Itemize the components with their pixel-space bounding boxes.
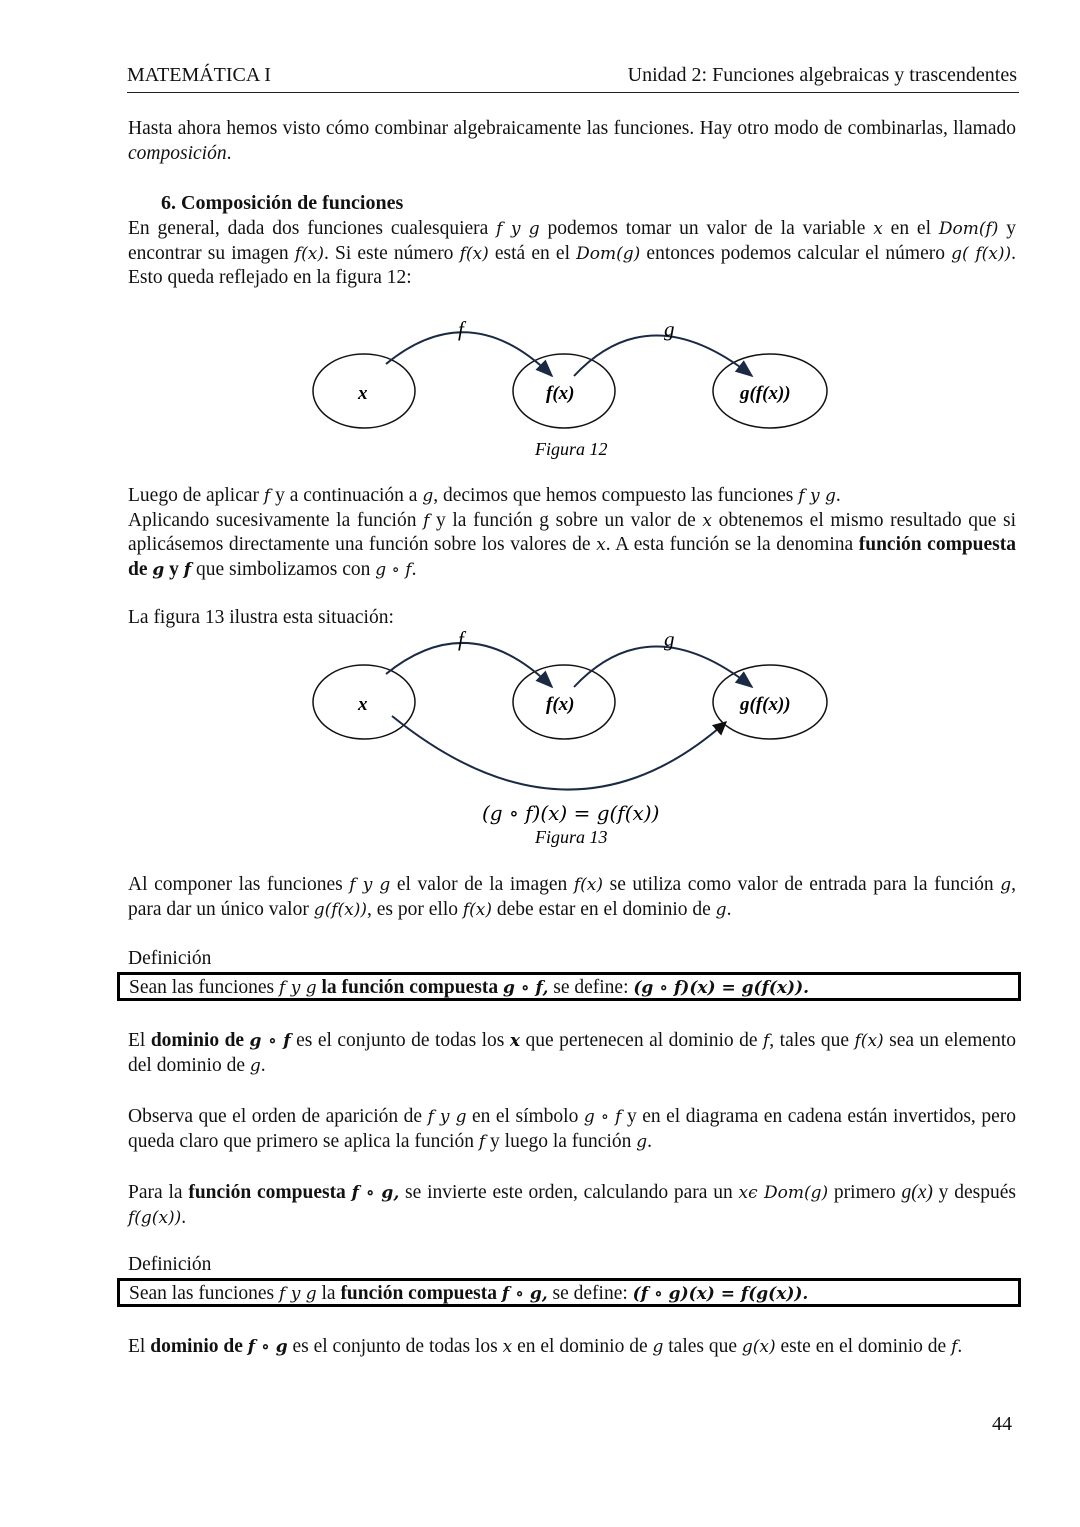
math: g(f(x)) bbox=[313, 899, 368, 920]
node-x-label: x bbox=[358, 383, 368, 404]
text: El bbox=[128, 1030, 151, 1051]
text: Aplicando sucesivamente la función bbox=[128, 509, 424, 531]
arrow-f-label: f bbox=[458, 627, 464, 651]
math: f y g bbox=[427, 1107, 467, 1127]
text: y en el diagrama en cadena están invertidos, pero queda claro que primero se aplica la función bbox=[128, 1106, 1016, 1152]
definition-label: Definición bbox=[128, 948, 212, 969]
math: g bbox=[652, 1337, 664, 1357]
text: primero bbox=[828, 1182, 902, 1203]
text: y encontrar su imagen bbox=[128, 218, 1017, 264]
node-gfx-label: g(f(x)) bbox=[740, 694, 791, 715]
paragraph-compose-explanation: Luego de aplicar f y a continuación a g, decimos que hemos compuesto las funciones f y g. Aplicando sucesivamente la función f y la función g sobre un valor de x obtenemos el mismo resultado que si aplicásemos directamente una función sobre los valores de x. A esta función se la denomina función compuesta de g y f que simbolizamos con g ∘ f. bbox=[128, 485, 1016, 580]
math: f(g(x)) bbox=[128, 1207, 182, 1228]
math: f(x) bbox=[573, 875, 604, 895]
math-bold-formula: (f ∘ g)(x) = f(g(x)). bbox=[632, 1284, 809, 1304]
arrow-f-label: f bbox=[458, 317, 464, 341]
math: f(x) bbox=[462, 899, 493, 920]
paragraph-domain-fog bbox=[128, 1335, 1016, 1360]
text: entonces podemos calcular el número bbox=[640, 242, 952, 264]
bold-text: dominio de bbox=[150, 1030, 250, 1051]
figure-13-caption: Figura 13 bbox=[535, 827, 608, 847]
math: g ∘ f bbox=[375, 559, 412, 580]
text: , para dar un único valor bbox=[128, 874, 1016, 920]
bold-text: dominio de bbox=[150, 1336, 248, 1357]
math-bold: f bbox=[183, 559, 192, 580]
figure-12-caption: Figura 12 bbox=[535, 439, 608, 459]
text: que simbolizamos con bbox=[191, 558, 376, 580]
math: f(x) bbox=[854, 1031, 884, 1051]
math: g bbox=[636, 1131, 648, 1152]
text: tales que bbox=[663, 1336, 742, 1357]
text: y a continuación a bbox=[270, 485, 423, 506]
text: . bbox=[957, 1336, 963, 1357]
text: . Si este número bbox=[323, 242, 460, 264]
text: Sean las funciones bbox=[129, 977, 280, 998]
text: . bbox=[726, 898, 732, 920]
section-heading: 6. Composición de funciones bbox=[161, 192, 404, 214]
paragraph-domain-gof bbox=[128, 1029, 1016, 1078]
math: f y g bbox=[798, 486, 836, 506]
math-bold: f ∘ g, bbox=[351, 1183, 400, 1203]
text: Para la bbox=[128, 1182, 189, 1203]
composite-formula: (g ∘ f)(x) = g(f(x)) bbox=[482, 801, 660, 825]
math: f y g bbox=[279, 978, 317, 998]
text: Sean las funciones bbox=[129, 1283, 280, 1304]
node-fx-label: f(x) bbox=[546, 694, 575, 715]
definition-box-fog bbox=[117, 1278, 1021, 1307]
text: se invierte este orden, calculando para un bbox=[399, 1182, 739, 1203]
math: g bbox=[1000, 875, 1012, 895]
bold-text: función compuesta bbox=[340, 1283, 502, 1304]
math: x bbox=[502, 1337, 513, 1357]
math: g bbox=[422, 486, 434, 506]
bold-text: la función compuesta bbox=[316, 977, 503, 998]
header-course-title: MATEMÁTICA I bbox=[127, 64, 271, 86]
text: . A esta función se la denomina bbox=[605, 534, 859, 555]
math: f bbox=[478, 1131, 486, 1152]
text: en el dominio de bbox=[512, 1336, 653, 1357]
math: Dom(f) bbox=[938, 219, 999, 239]
text: y después bbox=[932, 1182, 1016, 1203]
node-gfx-label: g(f(x)) bbox=[740, 383, 791, 404]
math-bold-formula: (g ∘ f)(x) = g(f(x)). bbox=[633, 978, 810, 998]
text: . bbox=[835, 485, 841, 506]
arrow-g-label: g bbox=[664, 627, 675, 651]
paragraph-order-note bbox=[128, 1105, 1016, 1154]
text: , decimos que hemos compuesto las funciones bbox=[433, 485, 799, 506]
math: x bbox=[873, 219, 883, 239]
bold-text: y bbox=[164, 558, 184, 580]
math-bold: g ∘ f bbox=[249, 1031, 291, 1051]
italic-text: g(x) bbox=[901, 1182, 933, 1203]
figure-13 bbox=[313, 627, 827, 847]
text: . Esto queda reflejado en la figura 12: bbox=[128, 242, 1016, 288]
text: podemos tomar un valor de la variable bbox=[539, 218, 874, 239]
intro-text: Hasta ahora hemos visto cómo combinar algebraicamente las funciones. Hay otro modo de combinarlas, llamado bbox=[128, 118, 1016, 139]
text: , tales que bbox=[769, 1030, 855, 1051]
math: f bbox=[263, 486, 271, 506]
text: en el símbolo bbox=[466, 1106, 584, 1127]
text: se define: bbox=[548, 977, 634, 998]
bold-text: función compuesta de bbox=[128, 534, 1016, 580]
arrow-f bbox=[386, 332, 552, 376]
text: el valor de la imagen bbox=[390, 874, 574, 895]
text: está en el bbox=[488, 242, 577, 264]
math-bold: f ∘ g bbox=[247, 1337, 288, 1357]
text: se define: bbox=[547, 1283, 633, 1304]
math: f bbox=[763, 1031, 770, 1051]
text: Al componer las funciones bbox=[128, 874, 350, 895]
bold-text: función compuesta bbox=[188, 1182, 352, 1203]
text: En general, dada dos funciones cualesquiera bbox=[128, 218, 497, 239]
definition-label: Definición bbox=[128, 1254, 212, 1275]
text: se utiliza como valor de entrada para la función bbox=[603, 874, 1001, 895]
node-fx-label: f(x) bbox=[546, 383, 575, 404]
text: y la función g sobre un valor de bbox=[429, 509, 703, 531]
math-bold: f ∘ g, bbox=[501, 1284, 548, 1304]
intro-end: . bbox=[226, 142, 232, 164]
math: f bbox=[423, 510, 430, 531]
text: y luego la función bbox=[485, 1130, 637, 1152]
math: g bbox=[715, 899, 727, 920]
math-bold: x bbox=[509, 1031, 521, 1051]
math-bold: g bbox=[152, 559, 165, 580]
text: que pertenecen al dominio de bbox=[520, 1030, 763, 1051]
math: xϵ Dom(g) bbox=[738, 1183, 829, 1203]
math: x bbox=[596, 535, 606, 555]
math: f y g bbox=[279, 1284, 317, 1304]
math: f y g bbox=[349, 875, 391, 895]
text: . bbox=[181, 1206, 187, 1228]
text: la bbox=[316, 1283, 341, 1304]
text: es el conjunto de todas los bbox=[290, 1030, 510, 1051]
arrow-g-label: g bbox=[664, 317, 675, 341]
text: en el bbox=[882, 218, 939, 239]
math-bold: g ∘ f, bbox=[502, 978, 549, 998]
paragraph-figure13-intro: La figura 13 ilustra esta situación: bbox=[128, 607, 394, 628]
paragraph-fog bbox=[128, 1181, 1016, 1230]
text: , es por ello bbox=[367, 898, 463, 920]
text: este en el dominio de bbox=[775, 1336, 952, 1357]
definition-box-gof bbox=[117, 972, 1021, 1001]
page-number: 44 bbox=[992, 1413, 1012, 1435]
arrow-g bbox=[574, 336, 752, 377]
text: debe estar en el dominio de bbox=[492, 898, 716, 920]
math: f y g bbox=[496, 219, 540, 239]
text: es el conjunto de todas los bbox=[287, 1336, 503, 1357]
math: f(x) bbox=[294, 243, 324, 264]
header-unit-title: Unidad 2: Funciones algebraicas y trascendentes bbox=[627, 64, 1017, 86]
text: . bbox=[647, 1130, 653, 1152]
intro-emphasis: composición bbox=[128, 142, 227, 164]
math: g ∘ f bbox=[583, 1107, 622, 1127]
text: . bbox=[260, 1054, 266, 1076]
text: Luego de aplicar bbox=[128, 485, 264, 506]
text: obtenemos el mismo resultado que si aplicásemos directamente una función sobre los valores de bbox=[128, 509, 1016, 555]
math: g( f(x)) bbox=[951, 243, 1012, 264]
figure-12 bbox=[313, 317, 827, 459]
text: El bbox=[128, 1336, 151, 1357]
node-x-label: x bbox=[358, 694, 368, 715]
math: g(x) bbox=[741, 1337, 776, 1357]
arrow-g bbox=[574, 647, 752, 688]
math: g bbox=[249, 1055, 261, 1076]
text: Observa que el orden de aparición de bbox=[128, 1106, 428, 1127]
arrow-f bbox=[386, 643, 552, 687]
math: x bbox=[702, 510, 712, 531]
math: f(x) bbox=[459, 243, 489, 264]
text: sea un elemento del dominio de bbox=[128, 1030, 1016, 1076]
arrow-composite bbox=[392, 716, 726, 790]
paragraph-compose-domain bbox=[128, 873, 1016, 922]
math: Dom(g) bbox=[576, 243, 641, 264]
math: f bbox=[951, 1337, 958, 1357]
